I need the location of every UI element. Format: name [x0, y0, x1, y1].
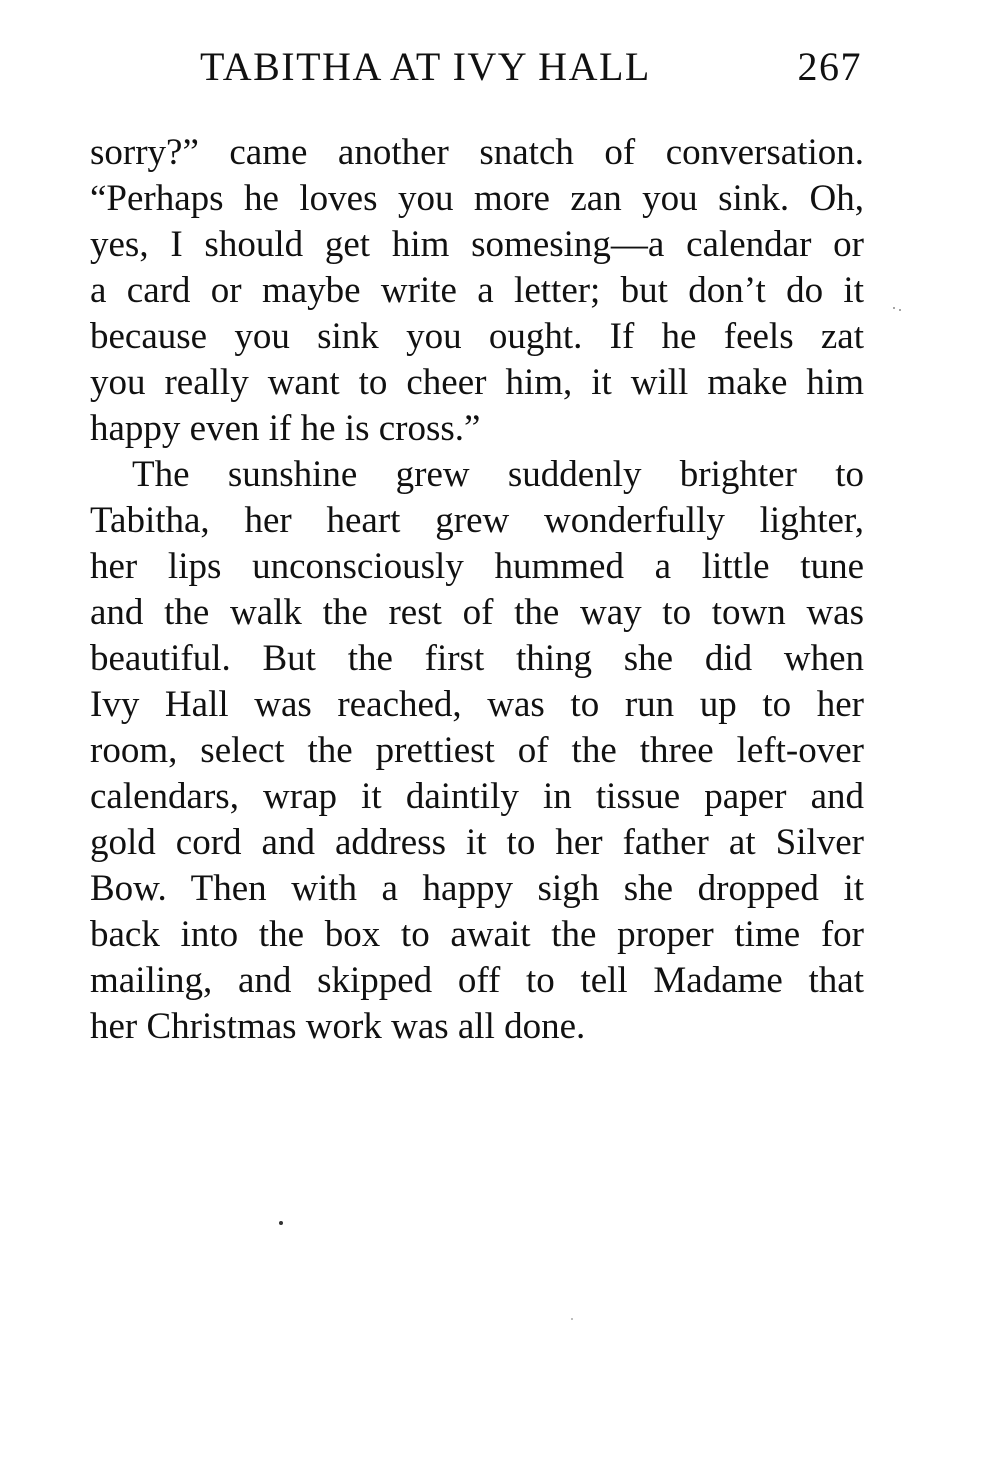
text-line: happy even if he is cross.”	[90, 408, 481, 449]
running-head-title: TABITHA AT IVY HALL	[200, 44, 651, 89]
text-line: back into the box to await the proper time for	[90, 914, 864, 955]
text-line: Ivy Hall was reached, was to run up to her	[90, 684, 864, 725]
body-text	[90, 130, 864, 1050]
scan-speck	[899, 309, 901, 311]
text-line: you really want to cheer him, it will make him	[90, 362, 864, 403]
text-line: calendars, wrap it daintily in tissue paper and	[90, 776, 864, 817]
text-line: because you sink you ought. If he feels zat	[90, 316, 864, 357]
scan-speck	[571, 1318, 573, 1320]
scan-speck	[893, 307, 895, 309]
paragraph-1	[90, 130, 864, 452]
text-line: her Christmas work was all done.	[90, 1006, 586, 1047]
running-head	[200, 42, 862, 92]
text-line: and the walk the rest of the way to town was	[90, 592, 864, 633]
text-line: mailing, and skipped off to tell Madame that	[90, 960, 864, 1001]
text-line: room, select the prettiest of the three left-over	[90, 730, 864, 771]
text-line: her lips unconsciously hummed a little tune	[90, 546, 864, 587]
text-line: Bow. Then with a happy sigh she dropped it	[90, 868, 864, 909]
text-line: beautiful. But the first thing she did when	[90, 638, 864, 679]
text-line: sorry?” came another snatch of conversation.	[90, 132, 864, 173]
text-line: The sunshine grew suddenly brighter to	[132, 454, 864, 495]
text-line: Tabitha, her heart grew wonderfully lighter,	[90, 500, 864, 541]
paragraph-2	[90, 452, 864, 1050]
text-line: a card or maybe write a letter; but don’t do it	[90, 270, 864, 311]
text-line: yes, I should get him somesing—a calendar or	[90, 224, 864, 265]
page-number: 267	[797, 44, 862, 89]
text-line: “Perhaps he loves you more zan you sink. Oh,	[90, 178, 864, 219]
text-line: gold cord and address it to her father at Silver	[90, 822, 864, 863]
scan-speck	[279, 1221, 283, 1225]
